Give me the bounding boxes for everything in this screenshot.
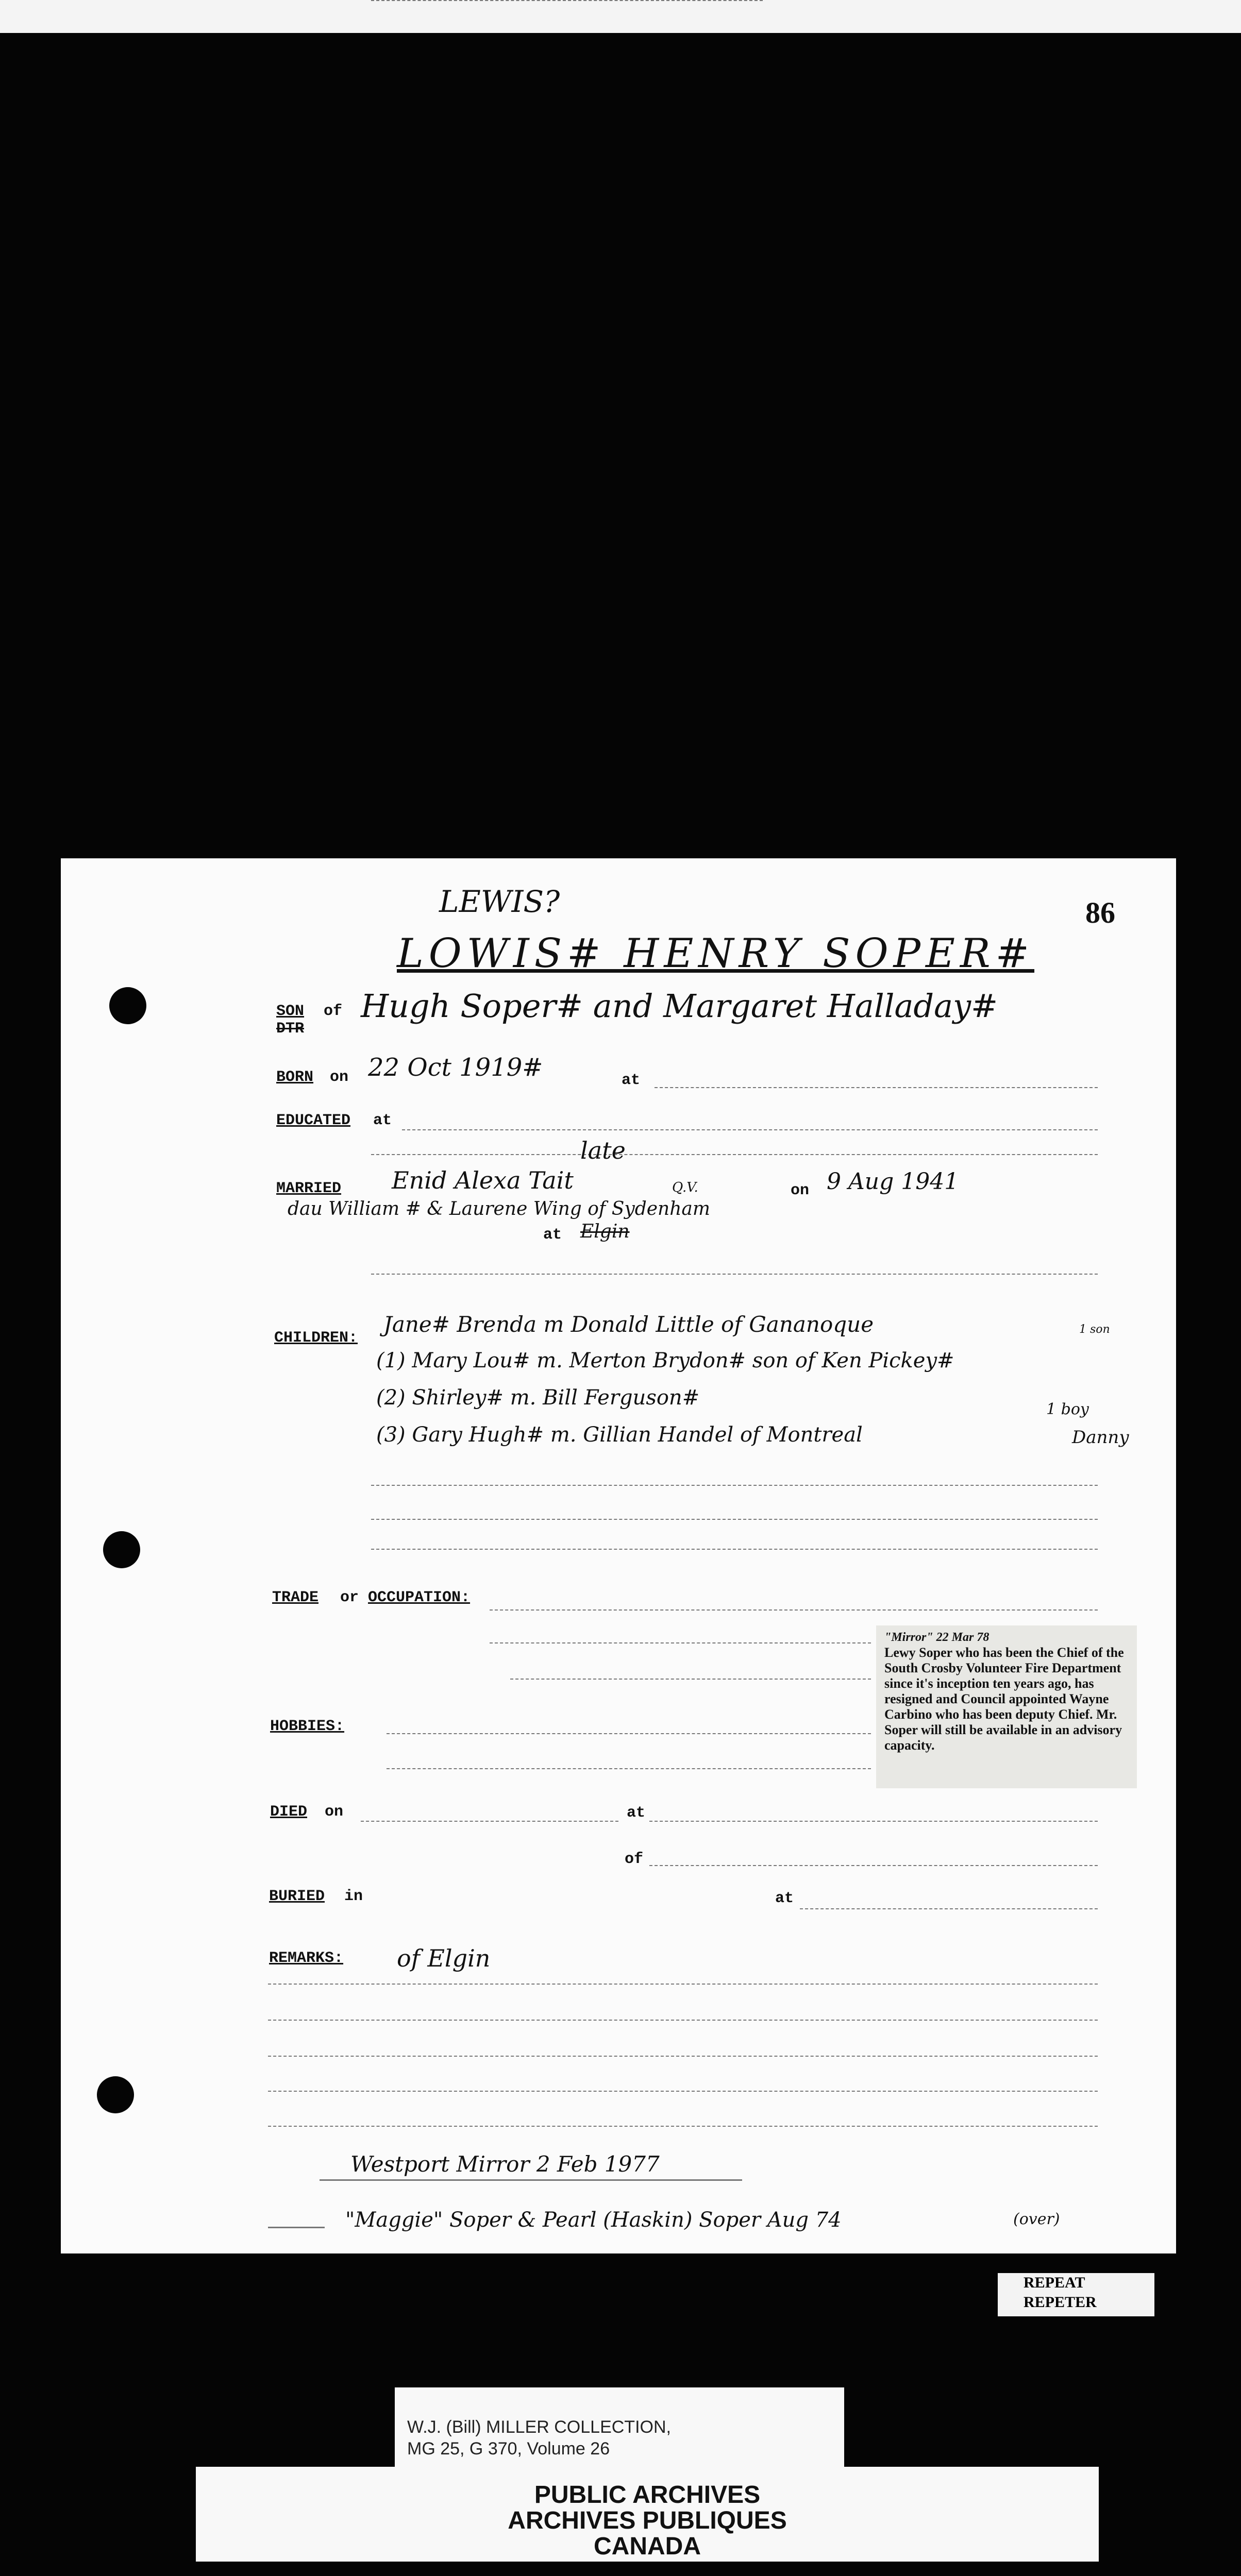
died-of-word: of: [625, 1851, 644, 1868]
son-label: SON: [276, 1003, 305, 1020]
buried-in-word: in: [344, 1888, 363, 1905]
married-label: MARRIED: [276, 1180, 342, 1197]
died-at-word: at: [627, 1804, 646, 1822]
born-at-word: at: [622, 1072, 641, 1089]
married-on-word: on: [791, 1182, 810, 1199]
subject-name: LOWIS# HENRY SOPER#: [397, 930, 1035, 977]
punch-hole-middle: [103, 1531, 140, 1568]
footnote-maggie-soper: "Maggie" Soper & Pearl (Haskin) Soper Aug 74: [345, 2208, 842, 2232]
collection-reference: [407, 2416, 671, 2460]
child-1: Jane# Brenda m Donald Little of Gananoque: [383, 1312, 874, 1337]
educated-at-word: at: [373, 1112, 392, 1129]
remarks-label: REMARKS:: [269, 1950, 344, 1967]
buried-at-word: at: [775, 1890, 794, 1907]
footnote-rule-2: [268, 2227, 325, 2228]
children-line-3: [371, 1549, 1098, 1550]
clipping-text: Lewy Soper who has been the Chief of the South Crosby Volunteer Fire Department since it's inception ten years ago, has resigned and Council appointed Wayne Carbino who has been deputy Chief. Mr. Soper will still be available in an advisory capacity.: [884, 1645, 1124, 1753]
punch-hole-bottom: [97, 2076, 134, 2113]
spouse-parents: dau William # & Laurene Wing of Sydenham: [288, 1198, 711, 1219]
remarks-line-4: [268, 2091, 1098, 2092]
hobbies-line-1: [387, 1733, 871, 1734]
public-archives-title: [196, 2482, 1099, 2560]
spouse-suffix: Q.V.: [672, 1180, 698, 1195]
marriage-place: Elgin: [580, 1221, 630, 1242]
footnote-westport-mirror: Westport Mirror 2 Feb 1977: [350, 2151, 660, 2177]
children-label: CHILDREN:: [274, 1329, 358, 1347]
child-2: (1) Mary Lou# m. Merton Brydon# son of Ken Pickey#: [376, 1349, 954, 1372]
remarks-line-1: [268, 1984, 1098, 1985]
newspaper-clipping: [876, 1625, 1137, 1788]
child-note-son: 1 son: [1079, 1323, 1110, 1336]
child-note-danny: Danny: [1072, 1427, 1129, 1448]
marriage-date: 9 Aug 1941: [827, 1168, 959, 1195]
married-at-word: at: [543, 1226, 562, 1244]
hobbies-label: HOBBIES:: [270, 1718, 345, 1735]
archive-label-notch-left: [196, 2387, 395, 2467]
dtr-struck-label: DTR: [276, 1020, 305, 1038]
buried-at-line: [800, 1908, 1098, 1909]
name-query: LEWIS?: [439, 884, 560, 919]
child-note-boy: 1 boy: [1046, 1400, 1089, 1418]
trade-line-2: [490, 1642, 871, 1643]
trade-line-1: [490, 1609, 1098, 1611]
remarks-line-5: [268, 2126, 1098, 2127]
married-line: [371, 1274, 1098, 1275]
children-line-2: [371, 1519, 1098, 1520]
archive-line-1: PUBLIC ARCHIVES: [534, 2481, 761, 2509]
died-label: DIED: [270, 1803, 308, 1821]
repeat-line-1: REPEAT: [1024, 2274, 1085, 2291]
punch-hole-top: [109, 987, 146, 1024]
born-on-word: on: [330, 1069, 349, 1086]
educated-line-2: [371, 1154, 1098, 1155]
remarks-line-3: [268, 2056, 1098, 2057]
child-3: (2) Shirley# m. Bill Ferguson#: [376, 1386, 700, 1410]
hobbies-line-2: [387, 1768, 871, 1769]
repeat-line-2: REPETER: [1024, 2294, 1097, 2311]
child-4: (3) Gary Hugh# m. Gillian Handel of Montreal: [376, 1423, 863, 1447]
page-number: 86: [1085, 896, 1115, 929]
genealogy-record-card: [61, 858, 1176, 2253]
footnote-over: (over): [1013, 2210, 1060, 2228]
son-of-word: of: [324, 1003, 343, 1020]
born-label: BORN: [276, 1069, 314, 1086]
collection-line-1: W.J. (Bill) MILLER COLLECTION,: [407, 2417, 671, 2437]
collection-line-2: MG 25, G 370, Volume 26: [407, 2439, 610, 2459]
educated-label: EDUCATED: [276, 1112, 351, 1129]
archive-line-3: CANADA: [594, 2533, 701, 2560]
clipping-source: "Mirror" 22 Mar 78: [884, 1631, 990, 1644]
married-late-note: late: [580, 1137, 626, 1164]
trade-or-word: or: [340, 1589, 359, 1606]
remarks-value: of Elgin: [397, 1944, 491, 1972]
children-line-1: [371, 1485, 1098, 1486]
died-cause-line: [649, 1865, 1098, 1866]
spouse-name: Enid Alexa Tait: [392, 1166, 574, 1194]
died-date-line: [361, 1821, 618, 1822]
birth-date: 22 Oct 1919#: [368, 1053, 543, 1082]
died-on-word: on: [325, 1803, 344, 1821]
footnote-rule-1: [320, 2179, 742, 2181]
trade-line-3: [510, 1679, 871, 1680]
archive-label-notch-right: [844, 2387, 1099, 2467]
occupation-label: OCCUPATION:: [368, 1589, 471, 1606]
trade-label: TRADE: [272, 1589, 319, 1606]
born-place-line: [655, 1087, 1098, 1088]
buried-in-line: [371, 0, 763, 1]
buried-label: BURIED: [269, 1888, 325, 1905]
repeat-label: [998, 2273, 1154, 2316]
scan-top-strip: [0, 0, 1241, 33]
died-place-line: [649, 1821, 1098, 1822]
educated-line-1: [402, 1129, 1098, 1130]
remarks-line-2: [268, 2020, 1098, 2021]
archive-line-2: ARCHIVES PUBLIQUES: [508, 2507, 787, 2534]
parents-value: Hugh Soper# and Margaret Halladay#: [361, 987, 998, 1025]
